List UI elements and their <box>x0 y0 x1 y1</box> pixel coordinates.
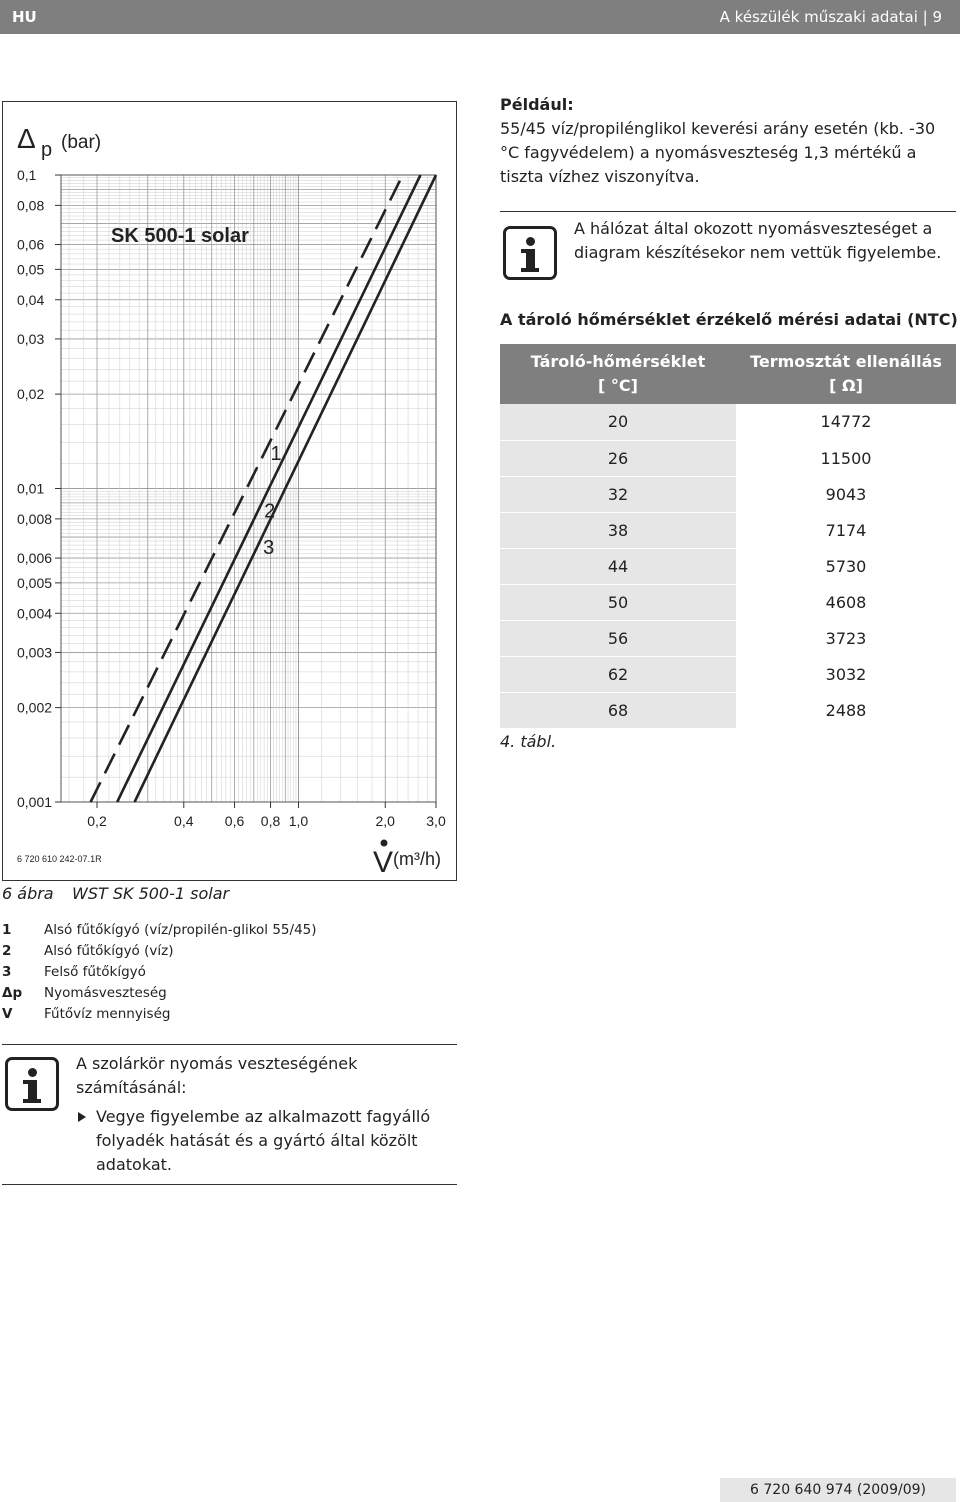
series-label-2: 2 <box>264 500 276 523</box>
antifreeze-note <box>2 1044 457 1185</box>
y-tick-label: 0,06 <box>17 236 45 253</box>
legend-item <box>2 1004 317 1025</box>
ntc-table <box>500 344 956 729</box>
table-cell: 62 <box>500 656 736 692</box>
example-heading: Például: <box>500 95 574 114</box>
table-row <box>500 404 956 440</box>
column-header-resistance: Termosztát ellenállás [ Ω] <box>736 344 956 404</box>
legend-item <box>2 920 317 941</box>
figure-caption <box>2 884 229 903</box>
table-cell: 5730 <box>736 548 956 584</box>
y-tick-label: 0,008 <box>17 510 53 527</box>
y-tick-label: 0,05 <box>17 261 45 278</box>
table-cell: 56 <box>500 620 736 656</box>
y-axis-unit: (bar) <box>61 132 102 153</box>
table-cell: 11500 <box>736 440 956 476</box>
table-cell: 38 <box>500 512 736 548</box>
y-axis-symbol: Δ <box>17 123 36 154</box>
table-cell: 20 <box>500 404 736 440</box>
example-text: 55/45 víz/propilénglikol keverési arány esetén (kb. -30 °C fagyvédelem) a nyomásveszteség 1,3 mértékű a tiszta vízhez viszonyítva. <box>500 119 936 186</box>
page-title: A készülék műszaki adatai | 9 <box>719 8 942 26</box>
y-axis-subscript: p <box>41 139 53 161</box>
example-paragraph <box>500 93 940 189</box>
info-icon <box>503 226 557 280</box>
legend-text: Alsó fűtőkígyó (víz/propilén-glikol 55/45) <box>44 922 317 938</box>
table-cell: 9043 <box>736 476 956 512</box>
table-cell: 7174 <box>736 512 956 548</box>
note-text: A hálózat által okozott nyomásveszteséget a diagram készítésekor nem vettük figyelembe. <box>574 219 942 262</box>
legend-key: 3 <box>2 964 12 980</box>
table-row <box>500 548 956 584</box>
x-axis-unit: (m³/h) <box>393 849 441 869</box>
legend-text: Alsó fűtőkígyó (víz) <box>44 943 174 959</box>
legend-key: 1 <box>2 922 12 938</box>
x-tick-label: 2,0 <box>375 813 395 829</box>
note-text: A szolárkör nyomás veszteségének számításánál: <box>76 1054 358 1097</box>
legend-item <box>2 962 317 983</box>
column-header-temperature: Tároló-hőmérséklet [ °C] <box>500 344 736 404</box>
table-cell: 50 <box>500 584 736 620</box>
legend-text: Nyomásveszteség <box>44 985 167 1001</box>
y-tick-label: 0,04 <box>17 291 45 308</box>
table-cell: 68 <box>500 692 736 728</box>
document-code: 6 720 640 974 (2009/09) <box>720 1478 956 1502</box>
table-row <box>500 692 956 728</box>
y-tick-label: 0,002 <box>17 699 53 716</box>
figure-legend <box>2 920 317 1025</box>
network-loss-note <box>500 211 956 296</box>
table-row <box>500 656 956 692</box>
legend-key: 2 <box>2 943 12 959</box>
series-label-1: 1 <box>270 442 282 465</box>
y-tick-label: 0,004 <box>17 605 53 622</box>
x-tick-label: 0,4 <box>174 813 194 829</box>
legend-key: Δp <box>2 985 23 1001</box>
x-tick-label: 0,8 <box>260 813 281 829</box>
table-header-row <box>500 344 956 404</box>
chart-svg <box>3 102 458 882</box>
info-icon <box>5 1057 59 1111</box>
table-cell: 4608 <box>736 584 956 620</box>
pressure-loss-chart <box>2 101 457 881</box>
note-bullet-text: Vegye figyelembe az alkalmazott fagyálló folyadék hatását és a gyártó által közölt adatokat. <box>96 1107 431 1174</box>
legend-item <box>2 941 317 962</box>
table-cell: 3032 <box>736 656 956 692</box>
table-row <box>500 620 956 656</box>
series-label-3: 3 <box>263 537 275 560</box>
figure-title: WST SK 500-1 solar <box>72 884 230 903</box>
table-row <box>500 512 956 548</box>
arrow-right-icon <box>78 1112 86 1122</box>
x-axis-symbol: V <box>373 846 394 879</box>
table-cell: 32 <box>500 476 736 512</box>
y-tick-label: 0,001 <box>17 794 53 810</box>
y-tick-label: 0,006 <box>17 550 53 567</box>
y-tick-label: 0,02 <box>17 386 45 403</box>
y-tick-label: 0,003 <box>17 644 53 661</box>
y-tick-label: 0,03 <box>17 330 45 347</box>
table-row <box>500 440 956 476</box>
table-title: A tároló hőmérséklet érzékelő mérési adatai (NTC) <box>500 310 958 329</box>
table-cell: 2488 <box>736 692 956 728</box>
note-bullet <box>76 1105 446 1177</box>
y-tick-label: 0,08 <box>17 197 45 214</box>
x-tick-label: 0,2 <box>87 813 107 829</box>
table-cell: 26 <box>500 440 736 476</box>
y-tick-label: 0,01 <box>17 480 45 497</box>
table-caption: 4. tábl. <box>500 732 557 751</box>
x-axis-symbol-dot <box>381 840 388 847</box>
chart-code: 6 720 610 242-07.1R <box>17 854 102 864</box>
legend-text: Fűtővíz mennyiség <box>44 1006 171 1022</box>
table-cell: 3723 <box>736 620 956 656</box>
table-row <box>500 476 956 512</box>
table-cell: 44 <box>500 548 736 584</box>
legend-key: V <box>2 1006 13 1022</box>
legend-item <box>2 983 317 1004</box>
legend-text: Felső fűtőkígyó <box>44 964 146 980</box>
x-tick-label: 0,6 <box>224 813 245 829</box>
language-label: HU <box>12 8 37 26</box>
x-tick-label: 3,0 <box>426 813 446 829</box>
table-row <box>500 584 956 620</box>
y-tick-label: 0,005 <box>17 574 53 591</box>
x-tick-label: 1,0 <box>288 813 309 829</box>
y-tick-label: 0,1 <box>17 167 37 183</box>
chart-title: SK 500-1 solar <box>111 225 249 247</box>
note-text-block <box>76 1052 446 1177</box>
page-header <box>0 0 960 34</box>
table-cell: 14772 <box>736 404 956 440</box>
figure-number: 6 ábra <box>2 884 54 903</box>
